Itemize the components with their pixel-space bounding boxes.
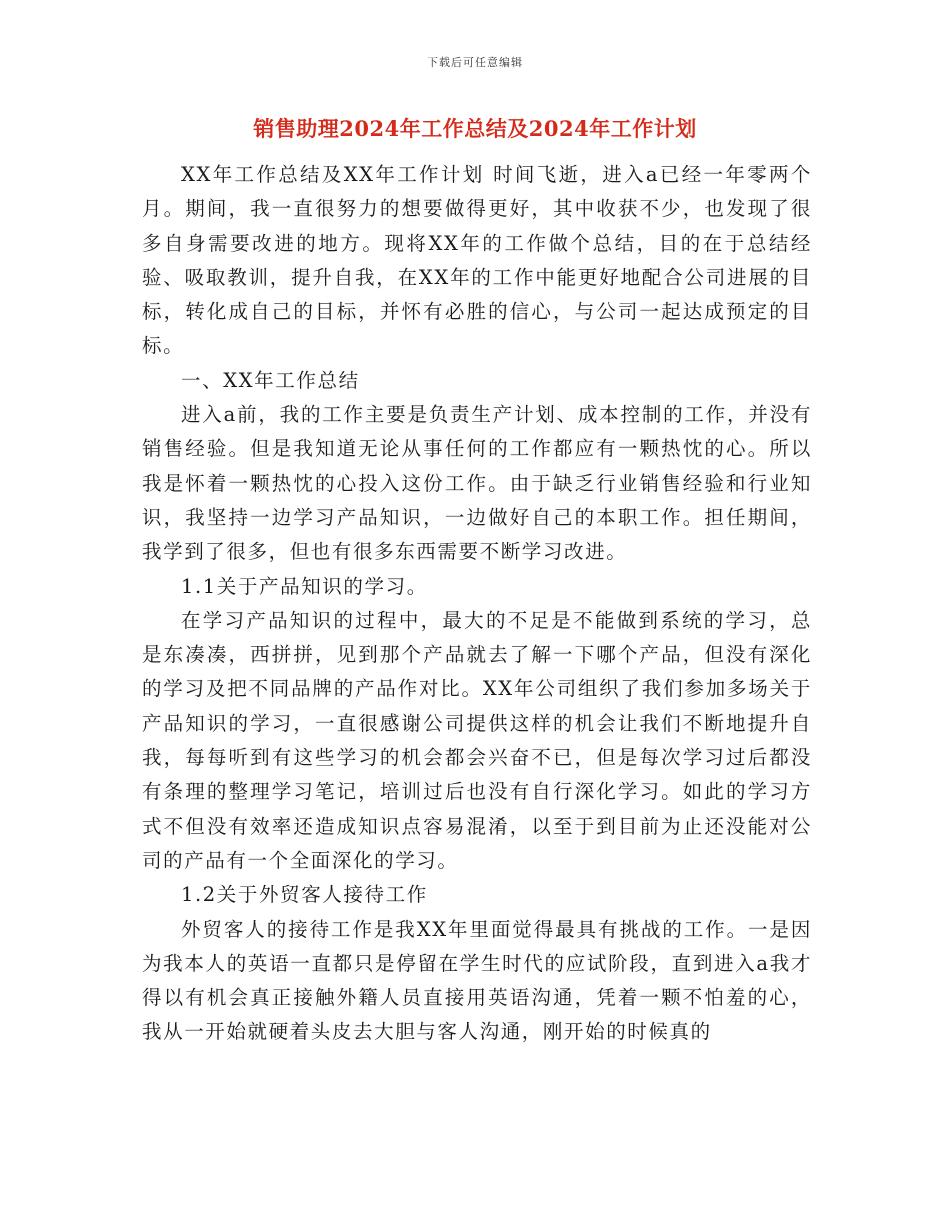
header-note: 下载后可任意编辑: [427, 56, 523, 69]
paragraph-intro: XX年工作总结及XX年工作计划 时间飞逝，进入a已经一年零两个月。期间，我一直很努力的想要做得更好，其中收获不少，也发现了很多自身需要改进的地方。现将XX年的工作做个总结，目的在于总结经验、吸取教训，提升自我，在XX年的工作中能更好地配合公司进展的目标，转化成自己的目标，并怀有必胜的信心，与公司一起达成预定的目标。: [142, 163, 812, 358]
paragraph-background: 进入a前，我的工作主要是负责生产计划、成本控制的工作，并没有销售经验。但是我知道无论从事任何的工作都应有一颗热忱的心。所以我是怀着一颗热忱的心投入这份工作。由于缺乏行业销售经验和行业知识，我坚持一边学习产品知识，一边做好自己的本职工作。担任期间，我学到了很多，但也有很多东西需要不断学习改进。: [142, 403, 812, 564]
document-body: [142, 158, 812, 1050]
document-title: 销售助理2024年工作总结及2024年工作计划: [253, 116, 697, 141]
subheading-foreign-reception: 1.2关于外贸客人接待工作: [181, 883, 428, 907]
paragraph-foreign-reception: 外贸客人的接待工作是我XX年里面觉得最具有挑战的工作。一是因为我本人的英语一直都只是停留在学生时代的应试阶段，直到进入a我才得以有机会真正接触外籍人员直接用英语沟通，凭着一颗不怕羞的心，我从一开始就硬着头皮去大胆与客人沟通，刚开始的时候真的: [142, 917, 812, 1044]
section-heading-summary: 一、XX年工作总结: [181, 368, 360, 392]
paragraph-product-knowledge: 在学习产品知识的过程中，最大的不足是不能做到系统的学习，总是东凑凑，西拼拼，见到那个产品就去了解一下哪个产品，但没有深化的学习及把不同品牌的产品作对比。XX年公司组织了我们参加多场关于产品知识的学习，一直很感谢公司提供这样的机会让我们不断地提升自我，每每听到有这些学习的机会都会兴奋不已，但是每次学习过后都没有条理的整理学习笔记，培训过后也没有自行深化学习。如此的学习方式不但没有效率还造成知识点容易混淆，以至于到目前为止还没能对公司的产品有一个全面深化的学习。: [142, 608, 812, 872]
subheading-product-knowledge: 1.1关于产品知识的学习。: [181, 574, 428, 598]
